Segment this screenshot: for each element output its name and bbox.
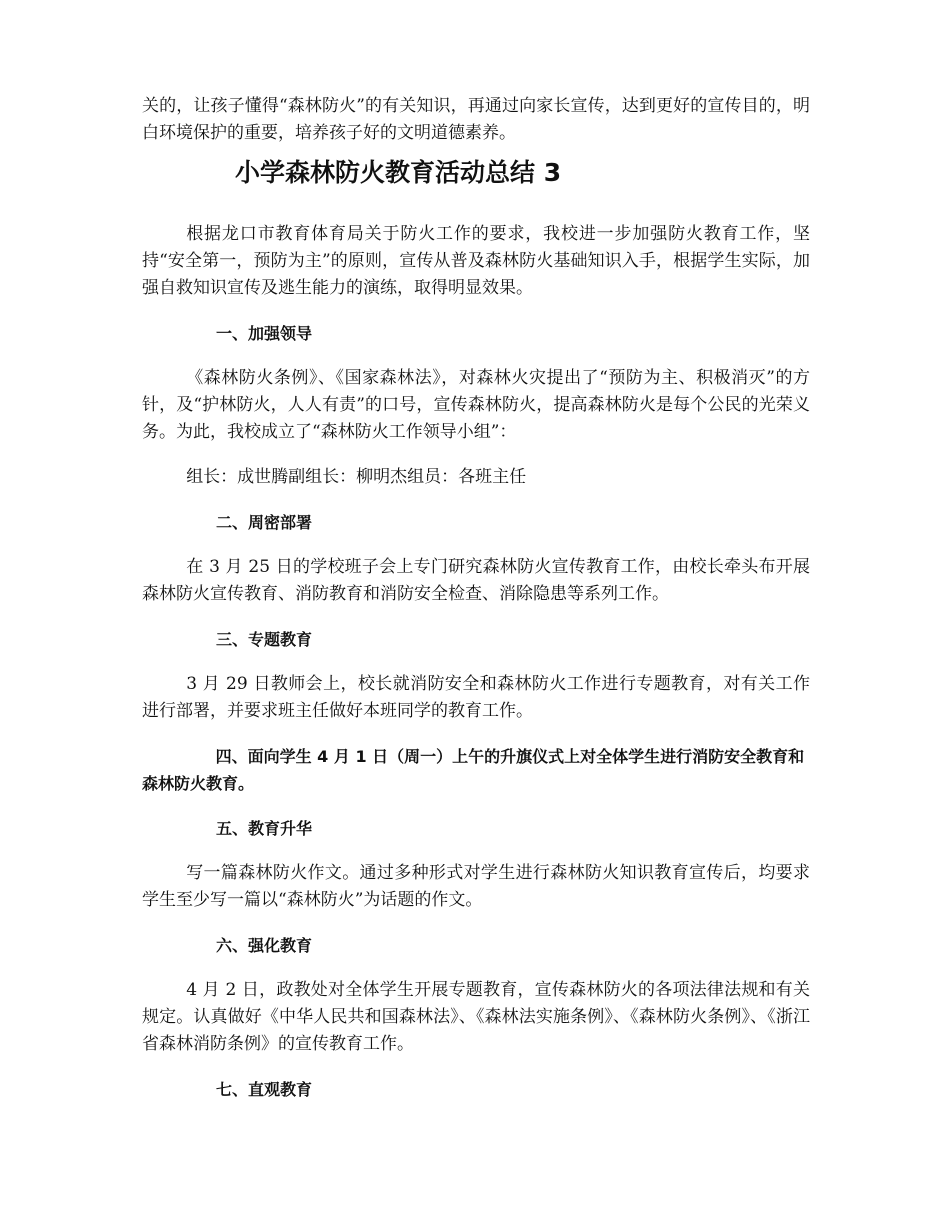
section-1-members: 组长：成世腾副组长：柳明杰组员：各班主任 bbox=[186, 467, 527, 487]
document-page bbox=[142, 93, 810, 1103]
section-6-paragraph: 4 月 2 日，政教处对全体学生开展专题教育，宣传森林防火的各项法律法规和有关规定。认真做好《中华人民共和国森林法》、《森林法实施条例》、《森林防火条例》、《浙江省森林消防条例》的宣传教育工作。 bbox=[142, 980, 810, 1054]
intro-paragraph: 关的，让孩子懂得“森林防火”的有关知识，再通过向家长宣传，达到更好的宣传目的，明白环境保护的重要，培养孩子好的文明道德素养。 bbox=[142, 96, 810, 143]
section-2-paragraph: 在 3 月 25 日的学校班子会上专门研究森林防火宣传教育工作，由校长牵头布开展森林防火宣传教育、消防教育和消防安全检查、消除隐患等系列工作。 bbox=[142, 557, 810, 604]
section-5-paragraph: 写一篇森林防火作文。通过多种形式对学生进行森林防火知识教育宣传后，均要求学生至少写一篇以“森林防火”为话题的作文。 bbox=[142, 863, 810, 910]
section-3-heading: 三、专题教育 bbox=[216, 630, 313, 649]
section-2-heading: 二、周密部署 bbox=[216, 513, 313, 532]
section-1-paragraph: 《森林防火条例》、《国家森林法》，对森林火灾提出了“预防为主、积极消灭”的方针，及“护林防火，人人有责”的口号，宣传森林防火，提高森林防火是每个公民的光荣义务。为此，我校成立了“森林防火工作领导小组”： bbox=[142, 368, 810, 442]
document-title: 小学森林防火教育活动总结 3 bbox=[235, 158, 562, 187]
section-3-paragraph: 3 月 29 日教师会上，校长就消防安全和森林防火工作进行专题教育，对有关工作进行部署，并要求班主任做好本班同学的教育工作。 bbox=[142, 674, 810, 721]
section-5-heading: 五、教育升华 bbox=[216, 819, 313, 838]
section-7-heading: 七、直观教育 bbox=[216, 1080, 313, 1099]
section-1-heading: 一、加强领导 bbox=[216, 324, 313, 343]
opening-paragraph: 根据龙口市教育体育局关于防火工作的要求，我校进一步加强防火教育工作，坚持“安全第一，预防为主”的原则，宣传从普及森林防火基础知识入手，根据学生实际，加强自救知识宣传及逃生能力的演练，取得明显效果。 bbox=[142, 224, 810, 298]
section-6-heading: 六、强化教育 bbox=[216, 936, 313, 955]
section-4-paragraph: 四、面向学生 4 月 1 日（周一）上午的升旗仪式上对全体学生进行消防安全教育和森林防火教育。 bbox=[142, 747, 805, 793]
